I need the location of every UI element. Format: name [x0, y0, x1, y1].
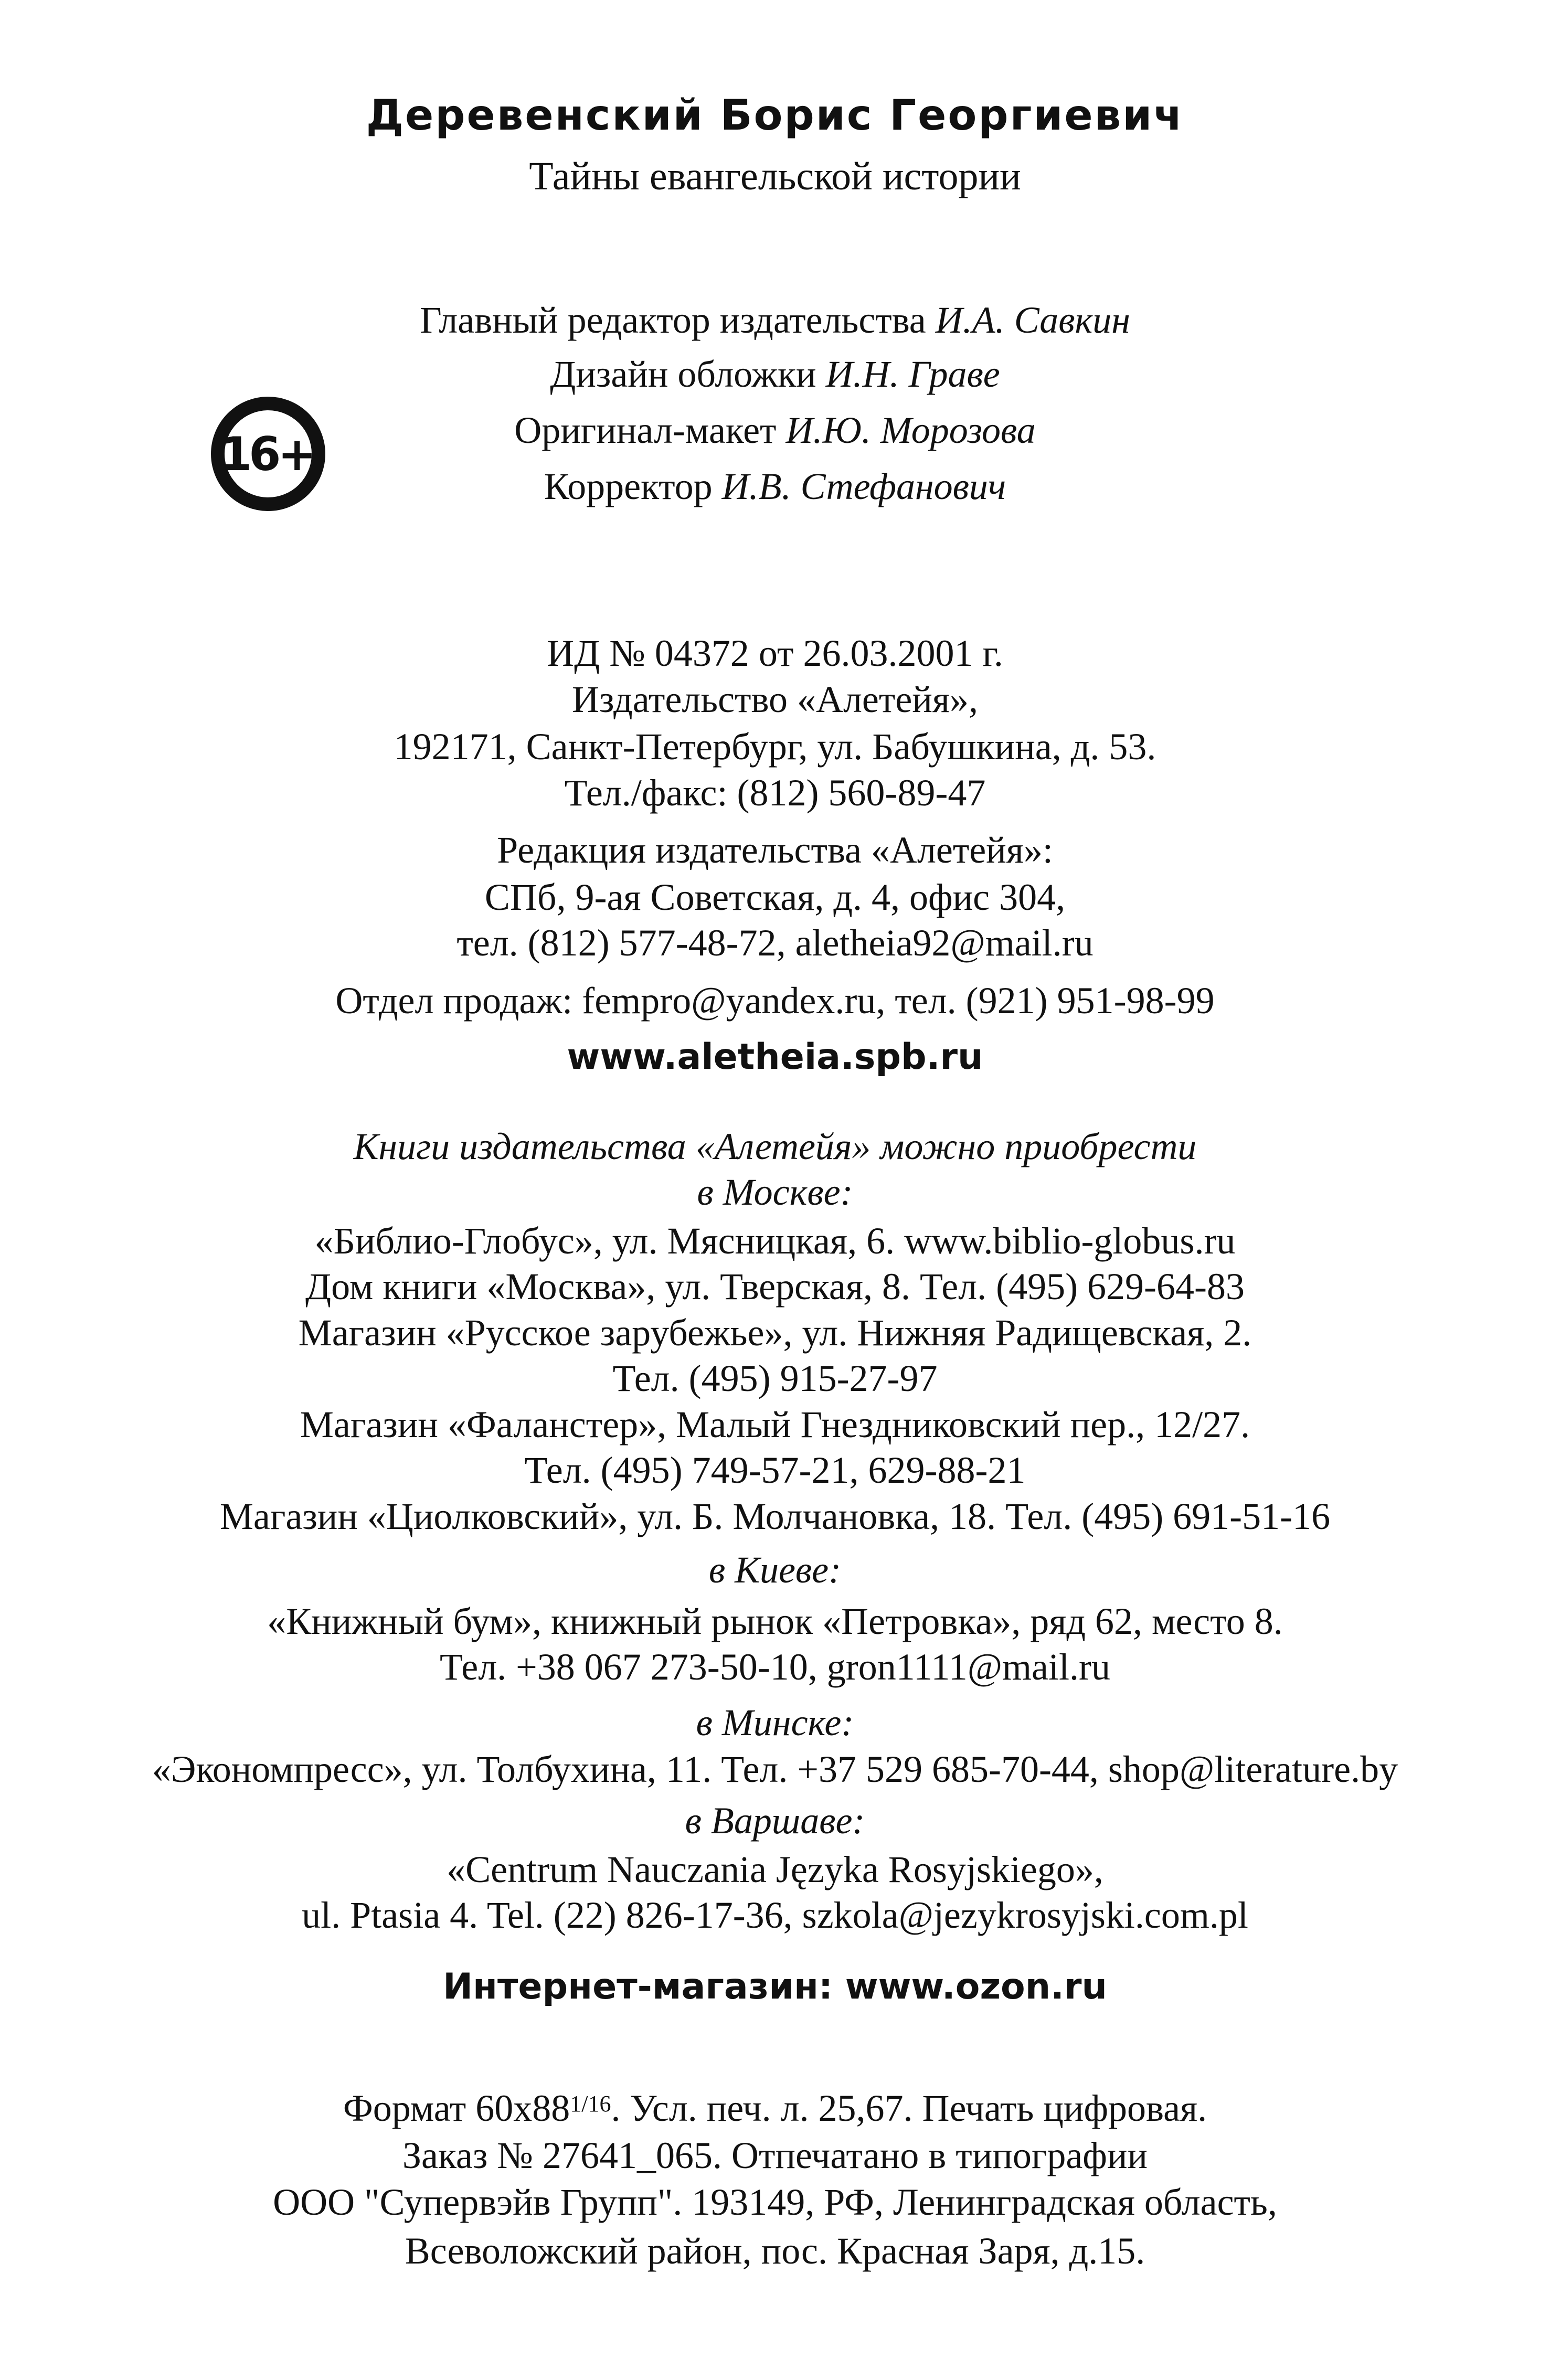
shop-line: Дом книги «Москва», ул. Тверская, 8. Тел. (495) 629-64-83 — [305, 1266, 1245, 1308]
imprint-format — [0, 2080, 1550, 2132]
shop-line: «Centrum Nauczania Języka Rosyjskiego», — [447, 1848, 1103, 1890]
credit-role: Главный редактор издательства — [420, 299, 926, 341]
credit-cover-design — [0, 350, 1550, 398]
city-heading-moscow: в Москве: — [697, 1171, 853, 1213]
city-heading-minsk: в Минске: — [696, 1702, 854, 1744]
age-rating-badge: 16+ — [211, 397, 325, 511]
credit-name: И.Ю. Морозова — [785, 409, 1036, 451]
shop-line: «Экономпресс», ул. Толбухина, 11. Тел. +37 529 685-70-44, shop@literature.by — [152, 1748, 1398, 1790]
credit-name: И.А. Савкин — [935, 299, 1130, 341]
shop-line: Тел. (495) 915-27-97 — [612, 1357, 938, 1399]
editorial-heading: Редакция издательства «Алетейя»: — [497, 829, 1053, 871]
format-prefix: Формат 60х88 — [343, 2087, 570, 2129]
imprint-printer-address: Всеволожский район, пос. Красная Заря, д.15. — [405, 2230, 1145, 2272]
credit-name: И.Н. Граве — [825, 353, 1000, 395]
publisher-address: 192171, Санкт-Петербург, ул. Бабушкина, д. 53. — [394, 726, 1156, 768]
city-heading-warsaw: в Варшаве: — [685, 1800, 865, 1842]
shop-line: Магазин «Циолковский», ул. Б. Молчановка, 18. Тел. (495) 691-51-16 — [219, 1495, 1331, 1537]
publisher-name: Издательство «Алетейя», — [572, 678, 978, 720]
credit-proofreader — [0, 463, 1550, 510]
imprint-printer: ООО "Супервэйв Групп". 193149, РФ, Ленинградская область, — [273, 2181, 1277, 2223]
format-rest: . Усл. печ. л. 25,67. Печать цифровая. — [611, 2087, 1207, 2129]
editorial-contact: тел. (812) 577-48-72, aletheia92@mail.ru — [456, 922, 1094, 964]
publisher-phone: Тел./факс: (812) 560-89-47 — [564, 772, 986, 814]
credit-layout — [0, 407, 1550, 454]
credit-role: Корректор — [544, 465, 713, 507]
sales-department: Отдел продаж: fempro@yandex.ru, тел. (921) 951-98-99 — [335, 980, 1215, 1022]
city-heading-kiev: в Киеве: — [708, 1549, 842, 1591]
shop-line: Тел. +38 067 273-50-10, gron1111@mail.ru — [440, 1646, 1110, 1688]
shop-line: Тел. (495) 749-57-21, 629-88-21 — [524, 1449, 1026, 1491]
credit-role: Оригинал-макет — [514, 409, 777, 451]
format-fraction: 1/16 — [570, 2091, 611, 2117]
shops-intro: Книги издательства «Алетейя» можно приобрести — [353, 1125, 1197, 1167]
book-author: Деревенский Борис Георгиевич — [366, 91, 1184, 140]
shop-line: Магазин «Фаланстер», Малый Гнездниковский пер., 12/27. — [300, 1404, 1250, 1446]
credit-chief-editor — [0, 296, 1550, 344]
shop-line: ul. Ptasia 4. Tel. (22) 826-17-36, szkola@jezykrosyjski.com.pl — [302, 1894, 1248, 1936]
imprint-order: Заказ № 27641_065. Отпечатано в типографии — [402, 2134, 1148, 2176]
publisher-website: www.aletheia.spb.ru — [567, 1036, 983, 1078]
online-store: Интернет-магазин: www.ozon.ru — [443, 1966, 1107, 2007]
shop-line: Магазин «Русское зарубежье», ул. Нижняя Радищевская, 2. — [298, 1312, 1252, 1354]
editorial-address: СПб, 9-ая Советская, д. 4, офис 304, — [484, 876, 1066, 918]
credit-name: И.В. Стефанович — [721, 465, 1006, 507]
shop-line: «Библио-Глобус», ул. Мясницкая, 6. www.biblio-globus.ru — [314, 1220, 1236, 1262]
book-title: Тайны евангельской истории — [529, 154, 1021, 198]
publisher-license: ИД № 04372 от 26.03.2001 г. — [547, 632, 1003, 674]
credit-role: Дизайн обложки — [550, 353, 816, 395]
shop-line: «Книжный бум», книжный рынок «Петровка», ряд 62, место 8. — [267, 1600, 1283, 1642]
